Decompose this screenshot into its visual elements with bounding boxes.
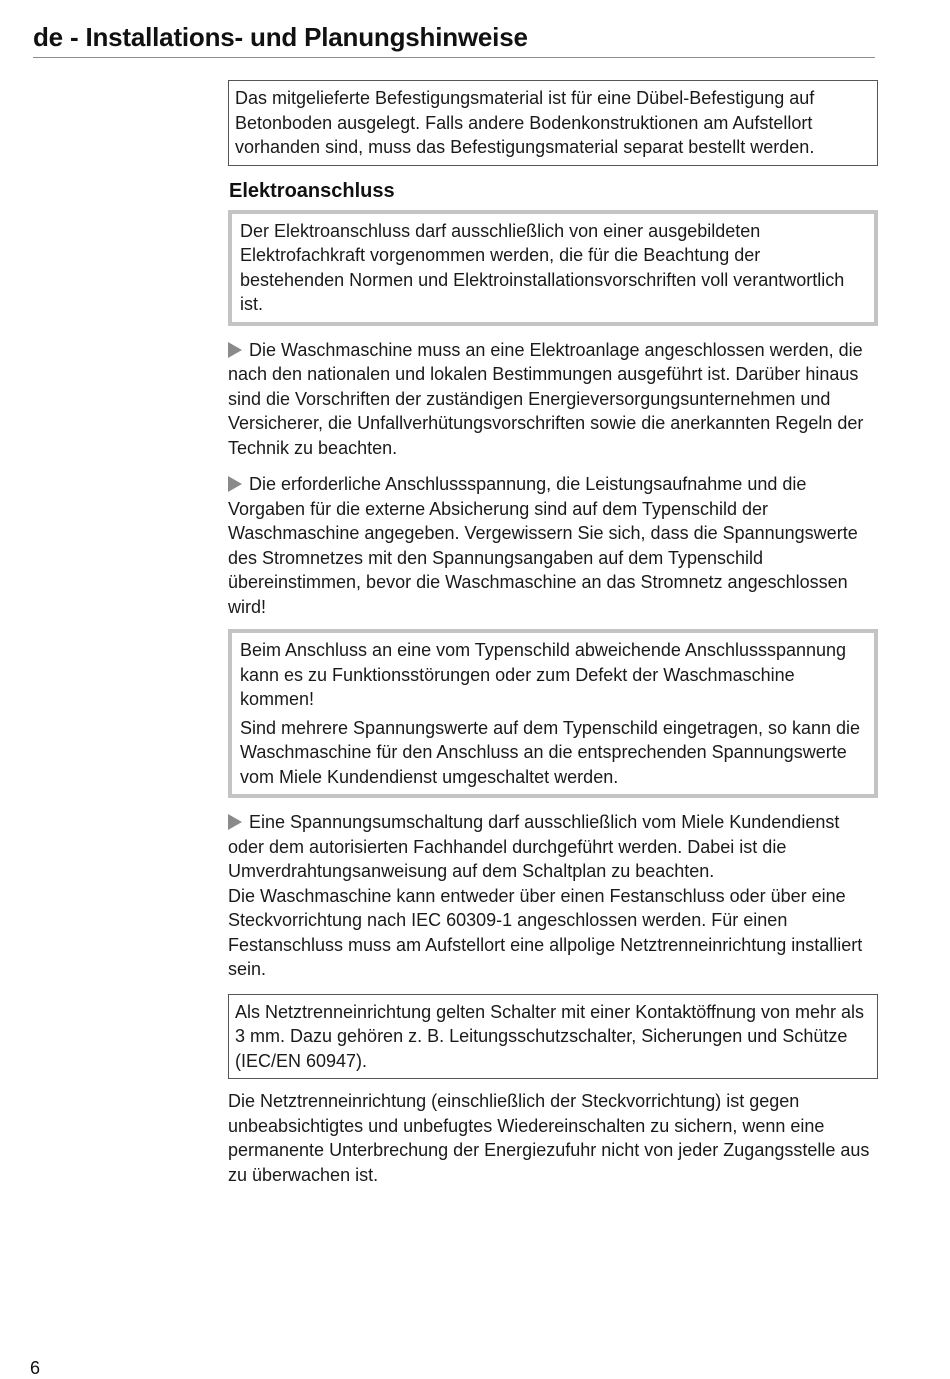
warning-box-voltage [228, 629, 878, 798]
note-box-isolator [228, 994, 878, 1080]
bullet-text: Die erforderliche Anschlussspannung, die Leistungsaufnahme und die Vorgaben für die externe Absicherung sind auf dem Typenschild der Waschmaschine angegeben. Vergewissern Sie sich, dass die Spannungswerte des Stromnetzes mit den Spannungsangaben auf dem Typenschild übereinstimmen, bevor die Waschmaschine an das Stromnetz angeschlossen wird! [228, 474, 858, 617]
bullet-text: Die Waschmaschine muss an eine Elektroanlage angeschlossen werden, die nach den nationalen und lokalen Bestimmungen ausgeführt ist. Darüber hinaus sind die Vorschriften der zuständigen Energieversorgungsunternehmen und Versicherer, die Unfallverhütungsvorschriften sowie die anerkannten Regeln der Technik zu beachten. [228, 339, 864, 458]
paragraph-secure-isolator: Die Netztrenneinrichtung (einschließlich der Steckvorrichtung) ist gegen unbeabsichtigtes und unbefugtes Wiedereinschalten zu sichern, wenn eine permanente Unterbrechung der Energiezufuhr nicht von jeder Zugangsstelle aus zu überwachen ist. [228, 1091, 870, 1185]
bullet-item-switchover [228, 810, 878, 884]
note-fixing-text: Das mitgelieferte Befestigungsmaterial ist für eine Dübel-Befestigung auf Betonboden ausgelegt. Falls andere Bodenkonstruktionen am Aufstellort vorhanden sind, muss das Befestigungsmaterial separat bestellt werden. [235, 88, 815, 157]
page-title: de - Installations- und Planungshinweise [33, 22, 528, 52]
arrow-bullet-icon [228, 476, 242, 492]
paragraph-connection: Die Waschmaschine kann entweder über einen Festanschluss oder über eine Steckvorrichtung nach IEC 60309-1 angeschlossen werden. Für einen Festanschluss muss am Aufstellort eine allpolige Netztrenneinrichtung installiert sein. [228, 885, 863, 979]
main-content [228, 80, 878, 1187]
note-isolator-text: Als Netztrenneinrichtung gelten Schalter mit einer Kontaktöffnung von mehr als 3 mm. Dazu gehören z. B. Leitungsschutzschalter, Sicherungen und Schütze (IEC/EN 60947). [235, 1001, 865, 1071]
warning-electrician-text: Der Elektroanschluss darf ausschließlich von einer ausgebildeten Elektrofachkraft vorgenommen werden, die für die Beachtung der bestehenden Normen und Elektroinstallationsvorschriften voll verantwortlich ist. [240, 220, 845, 314]
arrow-bullet-icon [228, 814, 242, 830]
bullet-text: Eine Spannungsumschaltung darf ausschließlich vom Miele Kundendienst oder dem autorisierten Fachhandel durchgeführt werden. Dabei ist die Umverdrahtungsanweisung auf dem Schaltplan zu beachten. [228, 812, 840, 881]
warning-voltage-text-2: Sind mehrere Spannungswerte auf dem Typenschild eingetragen, so kann die Waschmaschine für den Anschluss an die entsprechenden Spannungswerte vom Miele Kundendienst umgeschaltet werden. [240, 717, 861, 787]
page-number: 6 [30, 1358, 41, 1378]
page-header [33, 22, 875, 58]
warning-box-electrician [228, 210, 878, 326]
arrow-bullet-icon [228, 342, 242, 358]
note-box-fixing-material [228, 80, 878, 166]
warning-voltage-text-1: Beim Anschluss an eine vom Typenschild abweichende Anschlussspannung kann es zu Funktionsstörungen oder zum Defekt der Waschmaschine kommen! [240, 640, 847, 709]
section-heading-electrical: Elektroanschluss [229, 179, 395, 202]
bullet-item-voltage [228, 472, 878, 619]
bullet-item-installation [228, 338, 878, 461]
